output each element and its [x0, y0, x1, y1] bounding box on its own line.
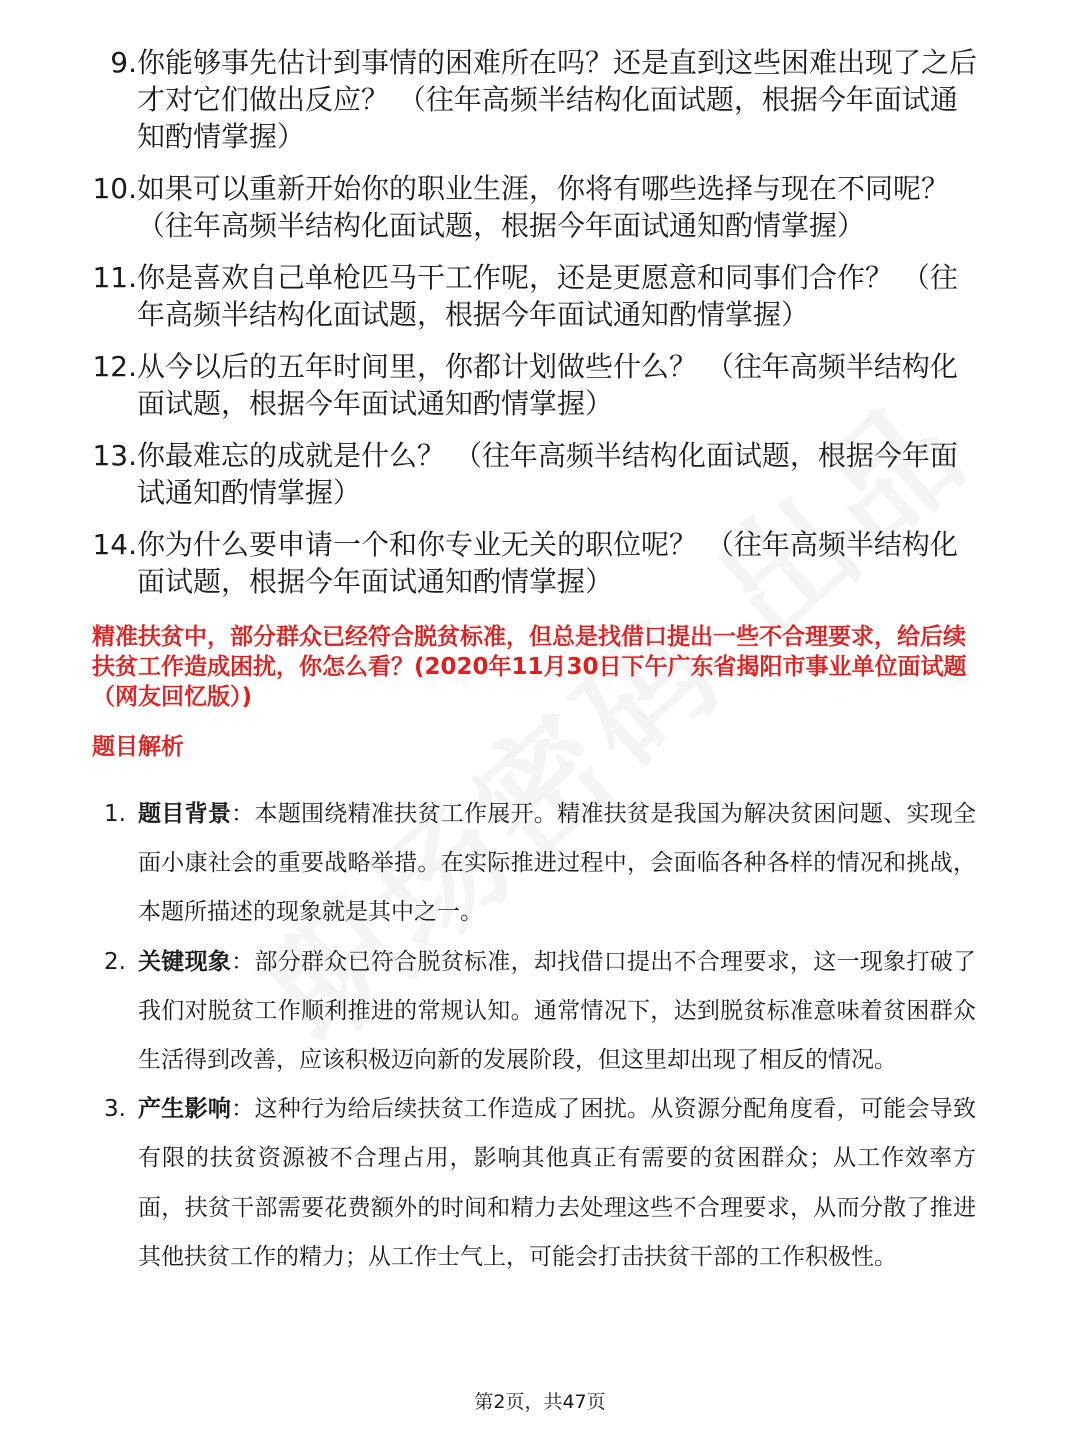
question-text: 你最难忘的成就是什么？ （往年高频半结构化面试题，根据今年面试通知酌情掌握）: [137, 439, 958, 509]
analysis-number: 3.: [104, 1096, 126, 1123]
question-item: [78, 259, 978, 333]
analysis-text: ：本题围绕精准扶贫工作展开。精准扶贫是我国为解决贫困问题、实现全面小康社会的重要战略举措。在实际推进过程中，会面临各种各样的情况和挑战，本题所描述的现象就是其中之一。: [138, 801, 977, 926]
question-item: [78, 526, 978, 600]
analysis-body: [138, 790, 976, 938]
analysis-body: [138, 938, 976, 1086]
question-text: 你是喜欢自己单枪匹马干工作呢，还是更愿意和同事们合作？ （往年高频半结构化面试题，根据今年面试通知酌情掌握）: [137, 261, 958, 331]
question-item: [78, 437, 978, 511]
analysis-text: ：这种行为给后续扶贫工作造成了困扰。从资源分配角度看，可能会导致有限的扶贫资源被不合理占用，影响其他真正有需要的贫困群众；从工作效率方面，扶贫干部需要花费额外的时间和精力去处理这些不合理要求，从而分散了推进其他扶贫工作的精力；从工作士气上，可能会打击扶贫干部的工作积极性。: [138, 1096, 977, 1270]
question-item: [78, 348, 978, 422]
analysis-body: [138, 1085, 976, 1282]
analysis-text: ：部分群众已符合脱贫标准，却找借口提出不合理要求，这一现象打破了我们对脱贫工作顺利推进的常规认知。通常情况下，达到脱贫标准意味着贫困群众生活得到改善，应该积极迈向新的发展阶段，但这里却出现了相反的情况。: [138, 948, 977, 1074]
question-text: 你能够事先估计到事情的困难所在吗？还是直到这些困难出现了之后才对它们做出反应？ （往年高频半结构化面试题，根据今年面试通知酌情掌握）: [137, 46, 978, 153]
question-list: [78, 44, 978, 615]
question-number: 9.: [110, 46, 137, 79]
question-number: 14.: [92, 528, 137, 561]
question-number: 10.: [92, 172, 137, 205]
question-number: 13.: [92, 439, 137, 472]
analysis-item: [92, 790, 976, 938]
question-text: 你为什么要申请一个和你专业无关的职位呢？ （往年高频半结构化面试题，根据今年面试通知酌情掌握）: [137, 528, 958, 598]
analysis-number: 2.: [104, 948, 126, 975]
analysis-label: 产生影响: [138, 1096, 232, 1123]
featured-question: 精准扶贫中，部分群众已经符合脱贫标准，但总是找借口提出一些不合理要求，给后续扶贫工作造成困扰，你怎么看？(2020年11月30日下午广东省揭阳市事业单位面试题（网友回忆版）): [92, 624, 967, 710]
analysis-label: 关键现象: [138, 948, 232, 975]
analysis-item: [92, 938, 976, 1086]
page-footer: 第2页，共47页: [474, 1391, 606, 1413]
analysis-label: 题目背景: [138, 801, 232, 827]
question-number: 11.: [92, 261, 137, 294]
question-text: 如果可以重新开始你的职业生涯，你将有哪些选择与现在不同呢？ （往年高频半结构化面试题，根据今年面试通知酌情掌握）: [137, 172, 950, 242]
question-text: 从今以后的五年时间里，你都计划做些什么？ （往年高频半结构化面试题，根据今年面试通知酌情掌握）: [137, 350, 958, 420]
analysis-heading: 题目解析: [92, 734, 184, 760]
analysis-list: [92, 790, 976, 1282]
question-item: [78, 170, 978, 244]
analysis-number: 1.: [104, 801, 126, 827]
analysis-item: [92, 1085, 976, 1282]
question-number: 12.: [92, 350, 137, 383]
question-item: [78, 44, 978, 155]
